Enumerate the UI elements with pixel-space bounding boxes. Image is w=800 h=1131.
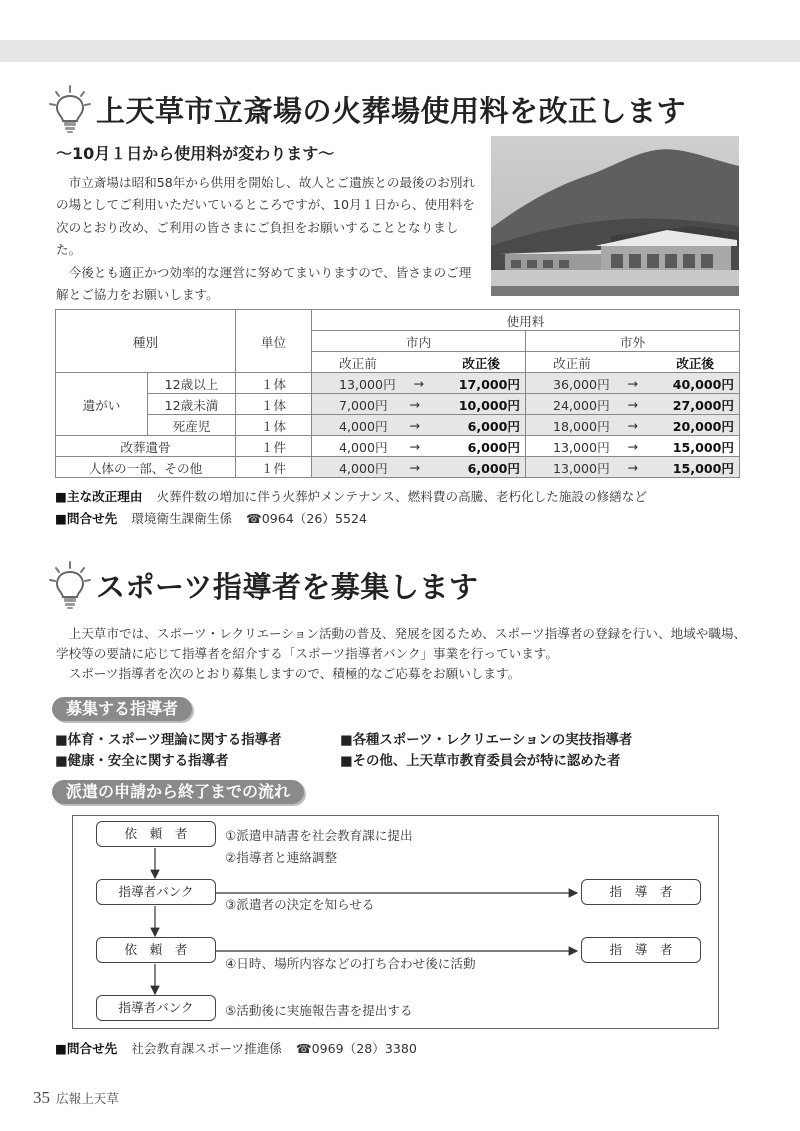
section2-paragraph: 上天草市では、スポーツ・レクリエーション活動の普及、発展を図るため、スポーツ指導者の登録を行い、地域や職場、学校等の要請に応じて指導者を紹介する「スポーツ指導者バンク」事業を行っています。 (56, 626, 747, 661)
recruit-item: ■体育・スポーツ理論に関する指導者 (55, 733, 282, 748)
fee-table (55, 309, 740, 478)
group-label: 遺がい (56, 373, 148, 436)
table-row (56, 415, 740, 436)
arrow-right-icon: → (409, 396, 421, 412)
phone-number: ☎0969（28）3380 (295, 1041, 417, 1056)
header-before: 改正前 (339, 355, 377, 371)
section2-title (46, 560, 478, 610)
outside-fee-cell (526, 415, 740, 436)
inside-fee-cell (312, 436, 526, 457)
instructor-box: 指 導 者 (581, 937, 701, 963)
outside-fee-cell (526, 394, 740, 415)
section2-intro (56, 624, 756, 684)
phone-number: ☎0964（26）5524 (246, 511, 368, 526)
row-unit: １体 (236, 394, 312, 415)
fee-before: 4,000円 (339, 460, 388, 476)
fee-before: 13,000円 (553, 460, 610, 476)
row-label: 人体の一部、その他 (56, 457, 236, 478)
contact-label: ■問合せ先 (55, 511, 118, 526)
flow-step: ④日時、場所内容などの打ち合わせ後に活動 (225, 956, 476, 971)
contact-dept: 環境衛生課衛生係 (131, 511, 233, 526)
row-label: 12歳以上 (148, 373, 236, 394)
table-row (56, 394, 740, 415)
arrow-right-icon: → (409, 438, 421, 454)
reason-label: ■主な改正理由 (55, 489, 143, 504)
recruit-heading: 募集する指導者 (52, 697, 192, 721)
header-fee: 使用料 (312, 310, 740, 331)
page-number: 35 (33, 1088, 50, 1107)
section1-paragraph: 今後とも適正かつ効率的な運営に努めてまいりますので、皆さまのご理解とご協力をお願いします。 (56, 264, 472, 303)
bank-box: 指導者バンク (96, 995, 216, 1021)
header-before: 改正前 (553, 355, 591, 371)
magazine-name: 広報上天草 (56, 1091, 119, 1106)
fee-before: 7,000円 (339, 397, 388, 413)
header-unit: 単位 (236, 310, 312, 373)
section1-paragraph: 市立斎場は昭和58年から供用を開始し、故人とご遺族との最後のお別れの場としてご利用いただいているところですが、10月１日から、使用料を次のとおり改め、ご利用の皆さまにご負担をお願いすることとなりました。 (56, 175, 476, 258)
section2-heading: スポーツ指導者を募集します (96, 569, 479, 604)
row-label: 改葬遺骨 (56, 436, 236, 457)
requester-box: 依 頼 者 (96, 821, 216, 847)
row-label: 死産児 (148, 415, 236, 436)
instructor-box: 指 導 者 (581, 879, 701, 905)
fee-after: 15,000円 (672, 460, 734, 476)
outside-fee-cell (526, 457, 740, 478)
arrow-right-icon: → (627, 396, 639, 412)
fee-before: 13,000円 (553, 439, 610, 455)
fee-after: 15,000円 (672, 439, 734, 455)
arrow-right-icon: → (627, 417, 639, 433)
outside-fee-cell (526, 436, 740, 457)
recruit-item: ■その他、上天草市教育委員会が特に認めた者 (340, 754, 621, 769)
inside-fee-cell (312, 415, 526, 436)
row-unit: １体 (236, 373, 312, 394)
fee-after: 6,000円 (467, 418, 520, 434)
arrow-right-icon: → (627, 438, 639, 454)
fee-after: 10,000円 (458, 397, 520, 413)
flow-step: ⑤活動後に実施報告書を提出する (225, 1003, 413, 1018)
header-inside-change (312, 352, 526, 373)
header-after: 改正後 (676, 355, 714, 371)
section1-heading: 上天草市立斎場の火葬場使用料を改正します (96, 93, 687, 128)
arrow-right-icon: → (627, 375, 639, 391)
header-after: 改正後 (462, 355, 500, 371)
table-row (56, 373, 740, 394)
contact-note-1 (55, 508, 367, 527)
lightbulb-icon (46, 84, 94, 134)
table-row (56, 436, 740, 457)
flow-diagram (72, 815, 719, 1029)
fee-after: 20,000円 (672, 418, 734, 434)
fee-before: 4,000円 (339, 418, 388, 434)
flow-heading: 派遣の申請から終了までの流れ (52, 780, 304, 804)
reason-text: 火葬件数の増加に伴う火葬炉メンテナンス、燃料費の高騰、老朽化した施設の修繕など (156, 489, 647, 504)
fee-after: 27,000円 (672, 397, 734, 413)
contact-dept: 社会教育課スポーツ推進係 (131, 1041, 282, 1056)
header-outside-change (526, 352, 740, 373)
header-outside: 市外 (526, 331, 740, 352)
arrow-right-icon: → (409, 459, 421, 475)
requester-box: 依 頼 者 (96, 937, 216, 963)
inside-fee-cell (312, 373, 526, 394)
fee-after: 6,000円 (467, 460, 520, 476)
recruit-item: ■健康・安全に関する指導者 (55, 754, 229, 769)
bank-box: 指導者バンク (96, 879, 216, 905)
arrow-right-icon: → (409, 417, 421, 433)
section1-intro (56, 172, 478, 306)
arrow-right-icon: → (413, 375, 425, 391)
header-inside: 市内 (312, 331, 526, 352)
top-band (0, 40, 800, 62)
inside-fee-cell (312, 457, 526, 478)
header-type: 種別 (56, 310, 236, 373)
arrow-right-icon: → (627, 459, 639, 475)
contact-label: ■問合せ先 (55, 1041, 118, 1056)
row-unit: １体 (236, 415, 312, 436)
row-unit: １件 (236, 436, 312, 457)
fee-before: 18,000円 (553, 418, 610, 434)
section1-subtitle: ～10月１日から使用料が変わります～ (56, 144, 335, 163)
reason-note (55, 486, 647, 505)
row-label: 12歳未満 (148, 394, 236, 415)
fee-after: 6,000円 (467, 439, 520, 455)
fee-after: 40,000円 (672, 376, 734, 392)
flow-step: ①派遣申請書を社会教育課に提出 (225, 828, 413, 843)
fee-before: 4,000円 (339, 439, 388, 455)
section2-paragraph: スポーツ指導者を次のとおり募集しますので、積極的なご応募をお願いします。 (68, 666, 521, 681)
fee-before: 36,000円 (553, 376, 610, 392)
contact-note-2 (55, 1038, 417, 1057)
outside-fee-cell (526, 373, 740, 394)
section1-title (46, 84, 686, 134)
row-unit: １件 (236, 457, 312, 478)
fee-after: 17,000円 (458, 376, 520, 392)
flow-step: ②指導者と連絡調整 (225, 850, 338, 865)
recruit-item: ■各種スポーツ・レクリエーションの実技指導者 (340, 733, 633, 748)
crematorium-photo (491, 136, 739, 296)
lightbulb-icon (46, 560, 94, 610)
fee-before: 24,000円 (553, 397, 610, 413)
page-footer (33, 1088, 119, 1108)
inside-fee-cell (312, 394, 526, 415)
table-row (56, 457, 740, 478)
flow-step: ③派遣者の決定を知らせる (225, 897, 375, 912)
fee-before: 13,000円 (339, 376, 396, 392)
